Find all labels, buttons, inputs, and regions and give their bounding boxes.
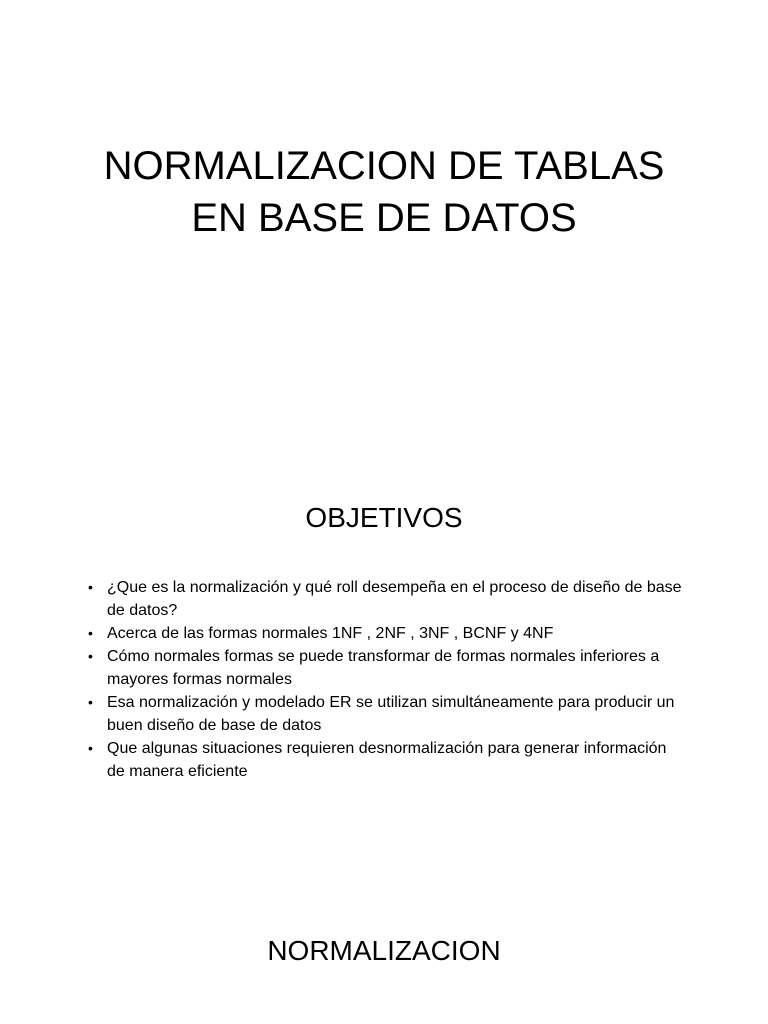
list-item-text: Acerca de las formas normales 1NF , 2NF , 3NF , BCNF y 4NF <box>107 625 554 642</box>
bullet-dot-icon: • <box>88 625 93 641</box>
list-item <box>88 622 688 645</box>
page-title <box>0 140 768 244</box>
objectives-list <box>88 576 688 783</box>
bullet-dot-icon: • <box>88 694 93 710</box>
slide-normalizacion <box>0 830 768 1024</box>
list-item <box>88 691 688 737</box>
section-title-objetivos: OBJETIVOS <box>305 502 463 534</box>
list-item-text: Esa normalización y modelado ER se utilizan simultáneamente para producir un buen diseño de base de datos <box>107 694 675 734</box>
list-item <box>88 645 688 691</box>
list-item <box>88 737 688 783</box>
bullet-dot-icon: • <box>88 648 93 664</box>
list-item-text: Que algunas situaciones requieren desnormalización para generar información de manera eficiente <box>107 740 667 780</box>
section-title-normalizacion: NORMALIZACION <box>267 935 501 967</box>
bullet-dot-icon: • <box>88 579 93 595</box>
slide-title <box>0 0 768 430</box>
bullet-dot-icon: • <box>88 740 93 756</box>
slide-objetivos <box>0 430 768 830</box>
list-item-text: Cómo normales formas se puede transformar de formas normales inferiores a mayores formas normales <box>107 648 660 688</box>
list-item <box>88 576 688 622</box>
title-line-2: EN BASE DE DATOS <box>191 195 577 240</box>
title-line-1: NORMALIZACION DE TABLAS <box>103 143 665 188</box>
list-item-text: ¿Que es la normalización y qué roll desempeña en el proceso de diseño de base de datos? <box>107 579 682 619</box>
